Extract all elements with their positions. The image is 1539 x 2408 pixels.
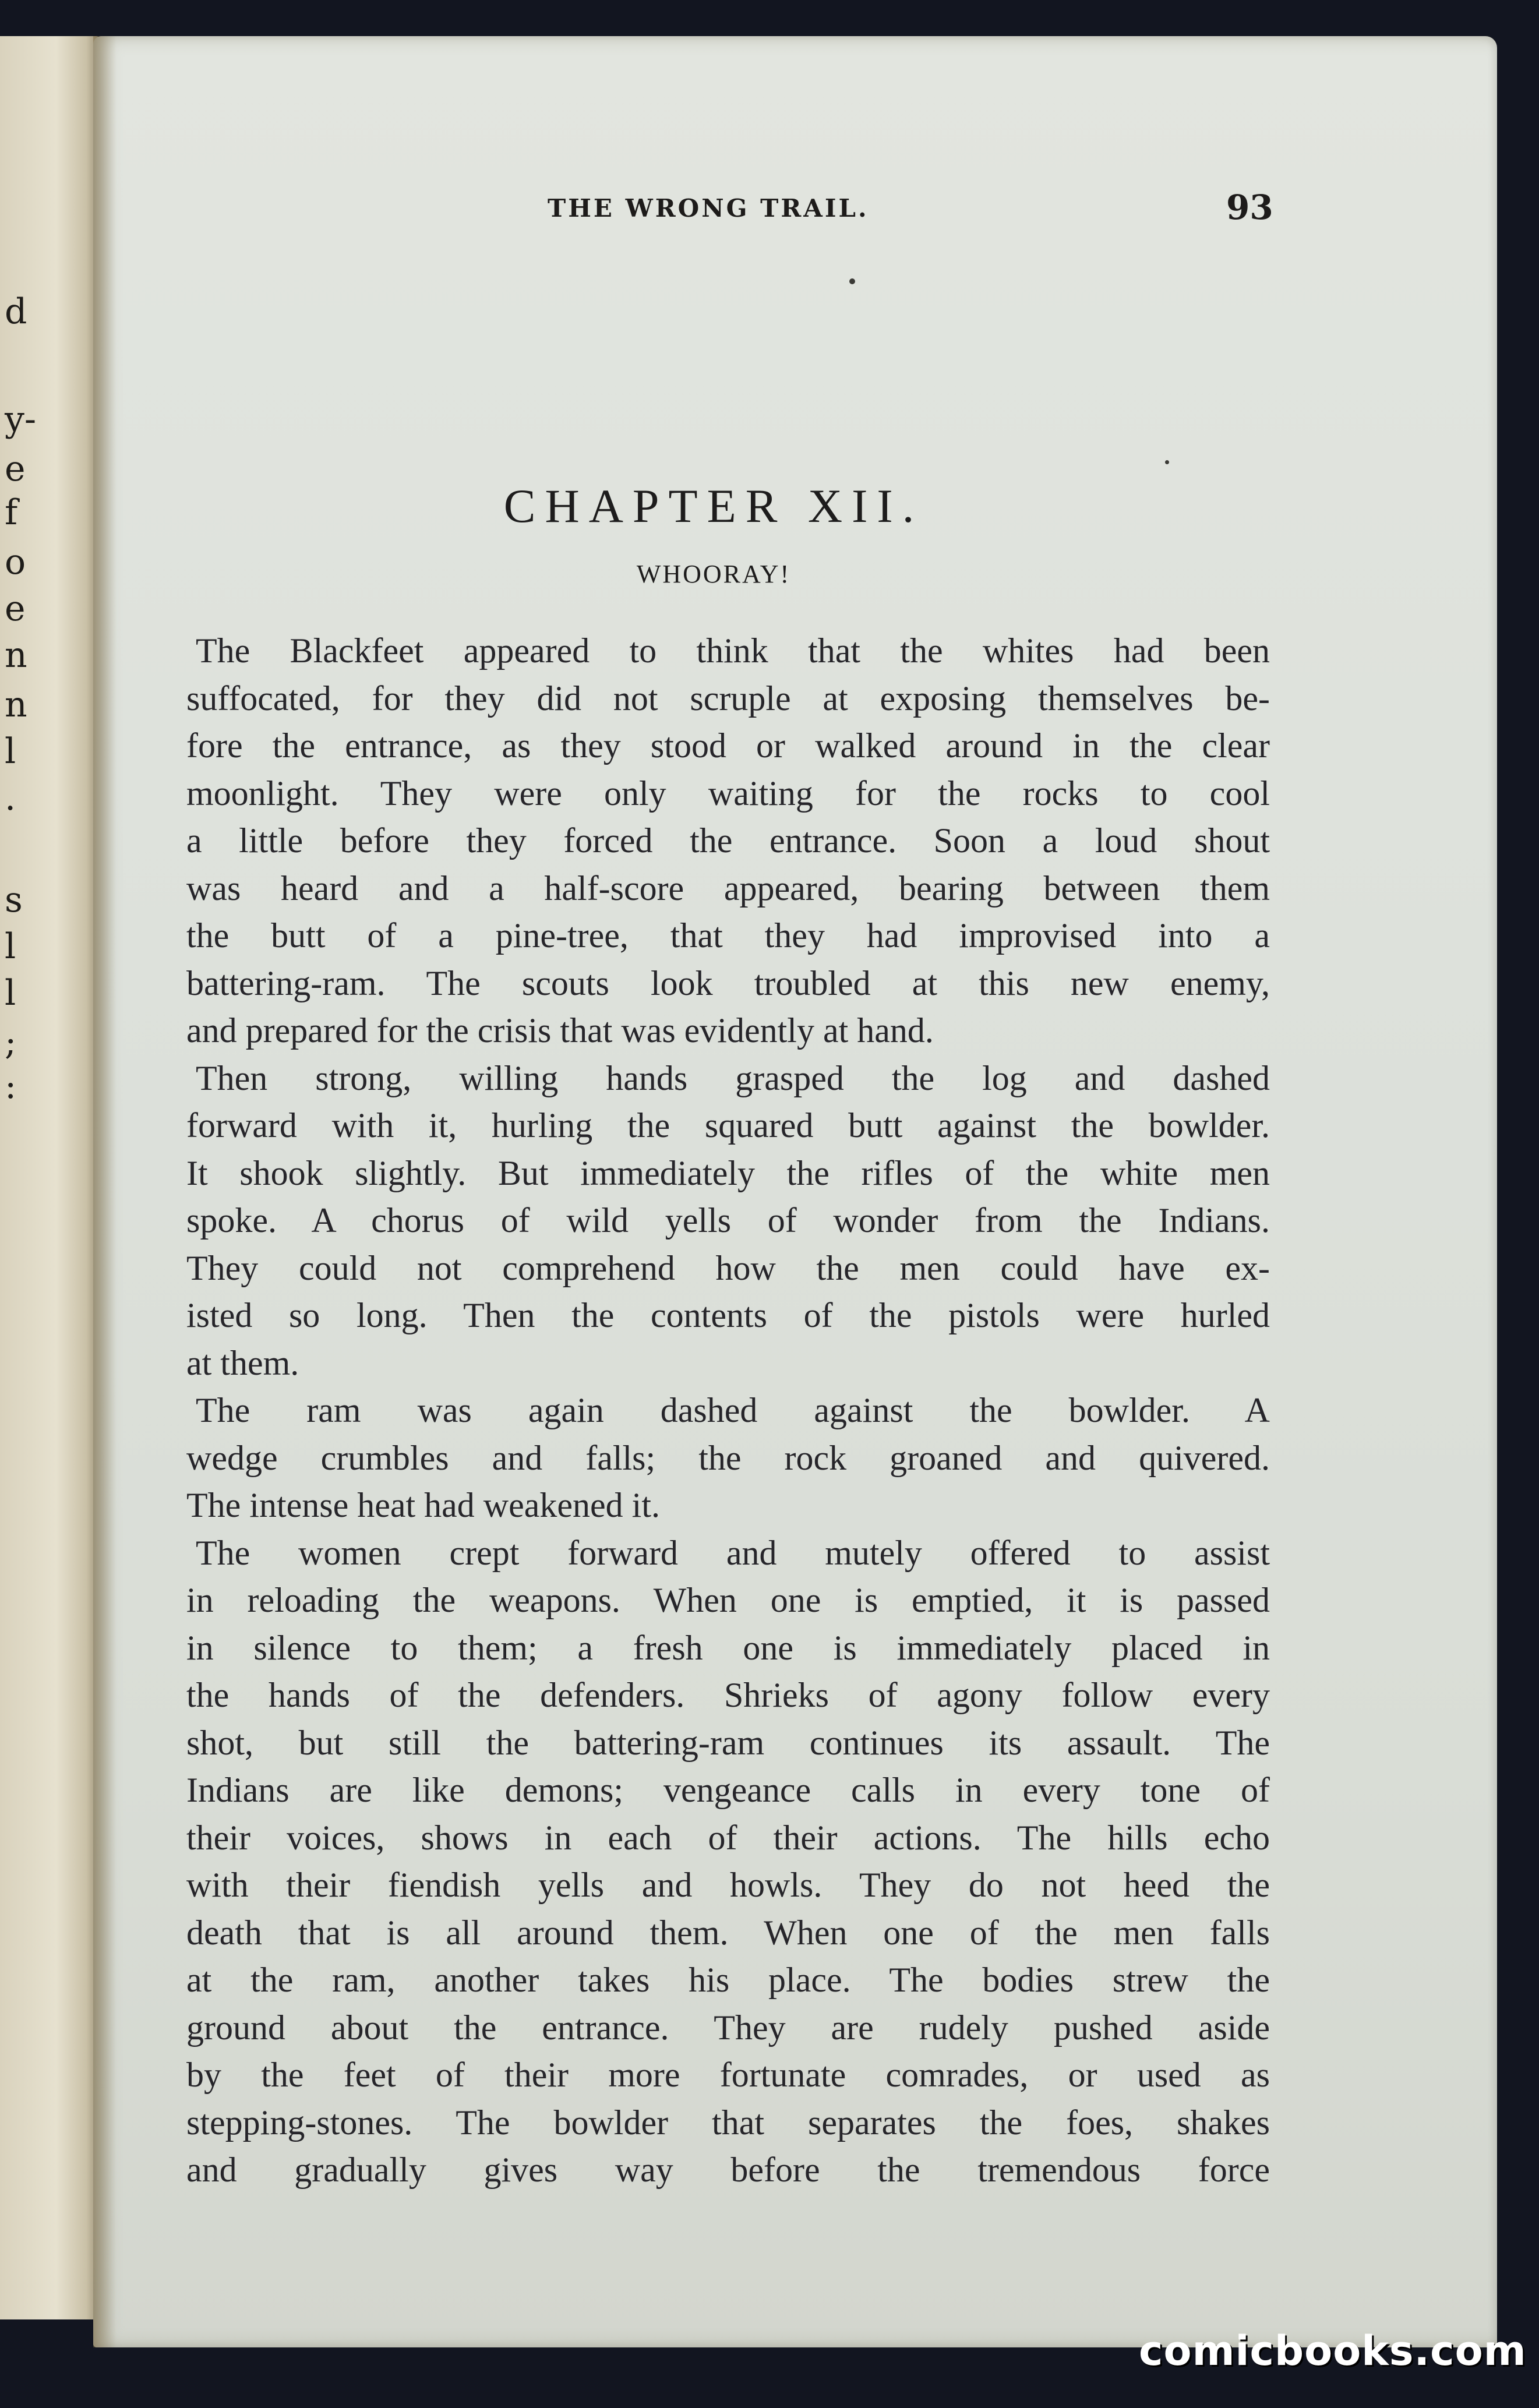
left-page-fragment: o <box>5 542 26 582</box>
watermark: comicbooks.com <box>1139 2327 1527 2375</box>
text-line: spoke. A chorus of wild yells of wonder from the Indians. <box>186 1201 1270 1240</box>
text-line: It shook slightly. But immediately the rifles of the white men <box>186 1153 1270 1192</box>
text-line: They could not comprehend how the men could have ex- <box>186 1248 1270 1287</box>
text-line: and prepared for the crisis that was evidently at hand. <box>186 1011 934 1050</box>
text-line: battering-ram. The scouts look troubled at this new enemy, <box>186 963 1270 1002</box>
paragraph <box>186 1387 1270 1530</box>
text-line: at them. <box>186 1343 299 1382</box>
text-line: forward with it, hurling the squared butt against the bowlder. <box>186 1106 1270 1145</box>
paragraph <box>186 1055 1270 1387</box>
left-page-fragment: y- <box>5 399 37 440</box>
left-page-fragment: ; <box>5 1022 17 1063</box>
text-line: the butt of a pine-tree, that they had improvised into a <box>186 916 1270 955</box>
text-line: The Blackfeet appeared to think that the whites had been <box>196 631 1270 670</box>
ink-speck <box>1165 460 1169 464</box>
left-page-fragment: l <box>5 731 16 772</box>
text-line: wedge crumbles and falls; the rock groaned and quivered. <box>186 1438 1270 1477</box>
text-line: suffocated, for they did not scruple at exposing themselves be- <box>186 679 1270 718</box>
text-line: the hands of the defenders. Shrieks of agony follow every <box>186 1676 1270 1714</box>
text-line: The ram was again dashed against the bowlder. A <box>196 1391 1270 1429</box>
text-line: The women crept forward and mutely offered to assist <box>196 1533 1270 1572</box>
text-line: ground about the entrance. They are rudely pushed aside <box>186 2008 1270 2047</box>
left-page-fragment: f <box>5 492 18 533</box>
text-line: Then strong, willing hands grasped the log and dashed <box>196 1058 1270 1097</box>
text-line: with their fiendish yells and howls. They do not heed the <box>186 1866 1270 1904</box>
left-page-fragment: l <box>5 973 16 1014</box>
chapter-title: CHAPTER XII. <box>503 479 924 532</box>
left-page-fragment: s <box>5 880 23 920</box>
text-line: and gradually gives way before the tremendous force <box>186 2151 1270 2189</box>
ink-speck <box>849 278 855 284</box>
left-page-fragment: . <box>5 778 16 818</box>
text-line: at the ram, another takes his place. The bodies strew the <box>186 1961 1270 1999</box>
text-line: stepping-stones. The bowlder that separates the foes, shakes <box>186 2103 1270 2142</box>
running-head: THE WRONG TRAIL. <box>548 194 869 223</box>
left-page-fragment: n <box>5 684 27 725</box>
text-line: in reloading the weapons. When one is emptied, it is passed <box>186 1581 1270 1619</box>
left-page-fragment: e <box>5 588 26 629</box>
text-line: was heard and a half-score appeared, bearing between them <box>186 868 1270 908</box>
text-line: fore the entrance, as they stood or walked around in the clear <box>186 726 1270 765</box>
body-text <box>186 627 1270 2194</box>
text-line: by the feet of their more fortunate comrades, or used as <box>186 2056 1270 2094</box>
left-facing-page <box>0 36 102 2319</box>
left-page-fragment: l <box>5 926 16 967</box>
page-gutter-shadow <box>93 36 117 2347</box>
text-line: their voices, shows in each of their actions. The hills echo <box>186 1818 1270 1857</box>
left-page-fragment: n <box>5 635 27 676</box>
text-line: in silence to them; a fresh one is immediately placed in <box>186 1628 1270 1667</box>
text-line: death that is all around them. When one of the men falls <box>186 1913 1270 1952</box>
paragraph <box>186 627 1270 1055</box>
paragraph <box>186 1530 1270 2194</box>
text-line: shot, but still the battering-ram continues its assault. The <box>186 1723 1270 1762</box>
left-page-fragment: e <box>5 449 26 489</box>
text-line: moonlight. They were only waiting for the rocks to cool <box>186 774 1270 813</box>
chapter-subtitle: WHOORAY! <box>636 560 791 588</box>
text-line: a little before they forced the entrance. Soon a loud shout <box>186 821 1270 860</box>
left-page-fragment: d <box>5 291 27 332</box>
text-line: Indians are like demons; vengeance calls in every tone of <box>186 1771 1270 1809</box>
text-line: The intense heat had weakened it. <box>186 1486 660 1524</box>
left-page-fragment: : <box>5 1066 17 1107</box>
page-number: 93 <box>1226 188 1273 227</box>
text-line: isted so long. Then the contents of the pistols were hurled <box>186 1296 1270 1334</box>
